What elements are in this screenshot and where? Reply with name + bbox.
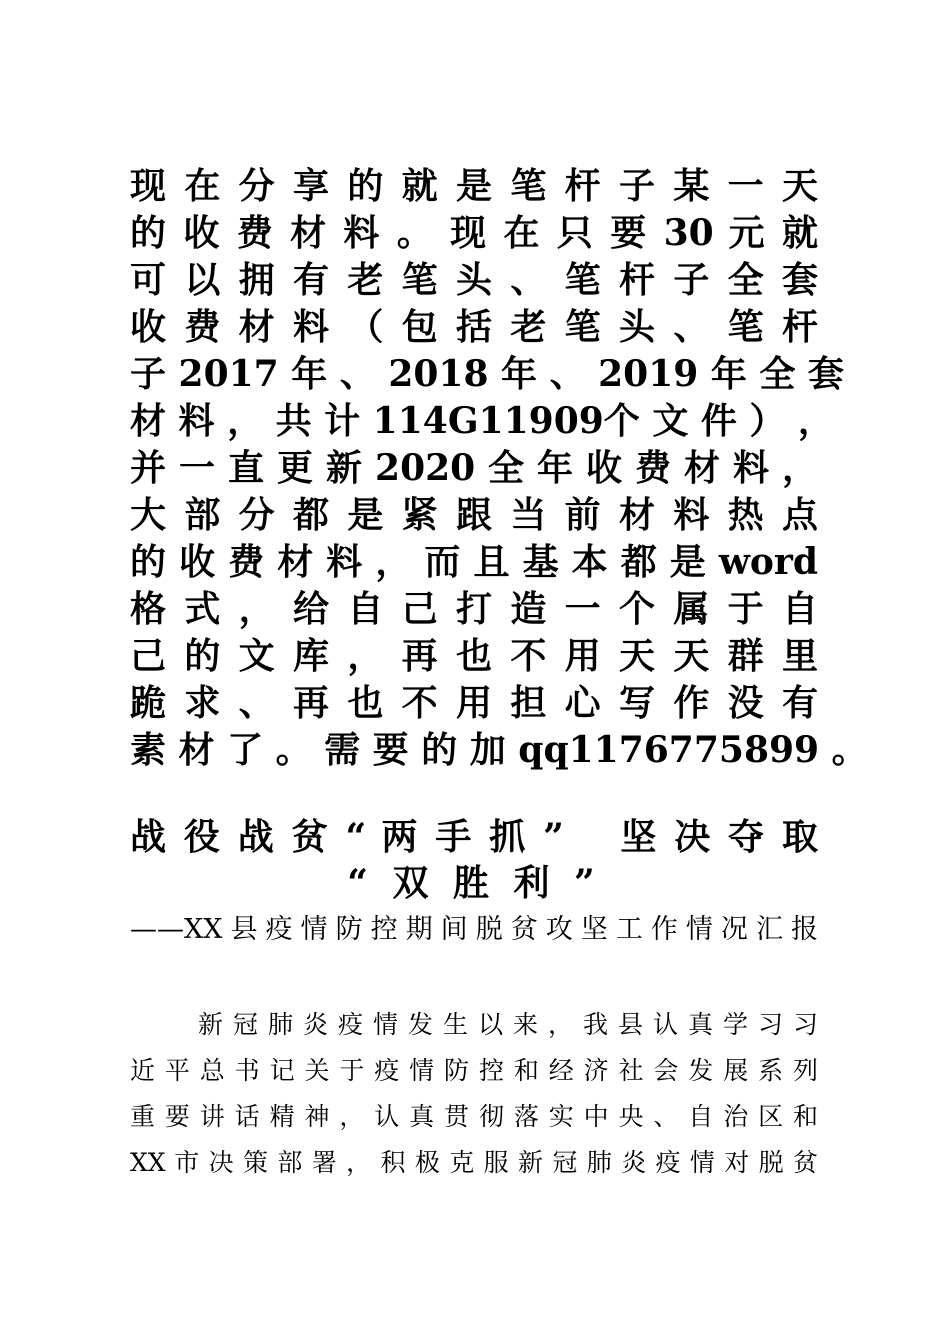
article-title-line-2: “ 双 胜 利 ” xyxy=(347,862,601,904)
body-line-4: XX 市 决 策 部 署 ， 积 极 克 服 新 冠 肺 炎 疫 情 对 脱 贫 xyxy=(130,1148,818,1177)
body-line-3: 重 要 讲 话 精 神 ， 认 真 贯 彻 落 实 中 央 、 自 治 区 和 xyxy=(130,1102,818,1131)
promo-line-1: 现 在 分 享 的 就 是 笔 杆 子 某 一 天 xyxy=(130,165,818,207)
article-subtitle: ——XX县疫情防控期间脱贫攻坚工作情况汇报 xyxy=(130,914,818,945)
promo-line-11: 己 的 文 库 ， 再 也 不 用 天 天 群 里 xyxy=(130,635,818,677)
body-line-1: 新 冠 肺 炎 疫 情 发 生 以 来 ， 我 县 认 真 学 习 习 xyxy=(198,1010,818,1039)
article-title-line-1: 战 役 战 贫 “ 两 手 抓 ” 坚 决 夺 取 xyxy=(130,816,818,858)
promo-line-8: 大 部 分 都 是 紧 跟 当 前 材 料 热 点 xyxy=(130,494,818,536)
promo-line-3: 可 以 拥 有 老 笔 头 、 笔 杆 子 全 套 xyxy=(130,259,818,301)
promo-line-5: 子 2017 年 、 2018 年 、 2019 年 全 套 xyxy=(130,353,844,395)
promo-line-2: 的 收 费 材 料 。 现 在 只 要 30 元 就 xyxy=(130,212,818,254)
promo-line-4: 收 费 材 料 （ 包 括 老 笔 头 、 笔 杆 xyxy=(130,306,818,348)
promo-line-9: 的 收 费 材 料 ， 而 且 基 本 都 是 word xyxy=(130,541,818,583)
promo-line-10: 格 式 ， 给 自 己 打 造 一 个 属 于 自 xyxy=(130,588,818,630)
promo-line-7: 并 一 直 更 新 2020 全 年 收 费 材 料 ， xyxy=(130,447,819,489)
promo-line-13: 素 材 了 。 需 要 的 加 qq1176775899 。 xyxy=(130,729,868,771)
body-line-2: 近 平 总 书 记 关 于 疫 情 防 控 和 经 济 社 会 发 展 系 列 xyxy=(130,1056,818,1085)
promo-line-6: 材 料 ， 共 计 114G11909个 文 件 ） ， xyxy=(130,400,834,442)
promo-line-12: 跪 求 、 再 也 不 用 担 心 写 作 没 有 xyxy=(130,682,818,724)
